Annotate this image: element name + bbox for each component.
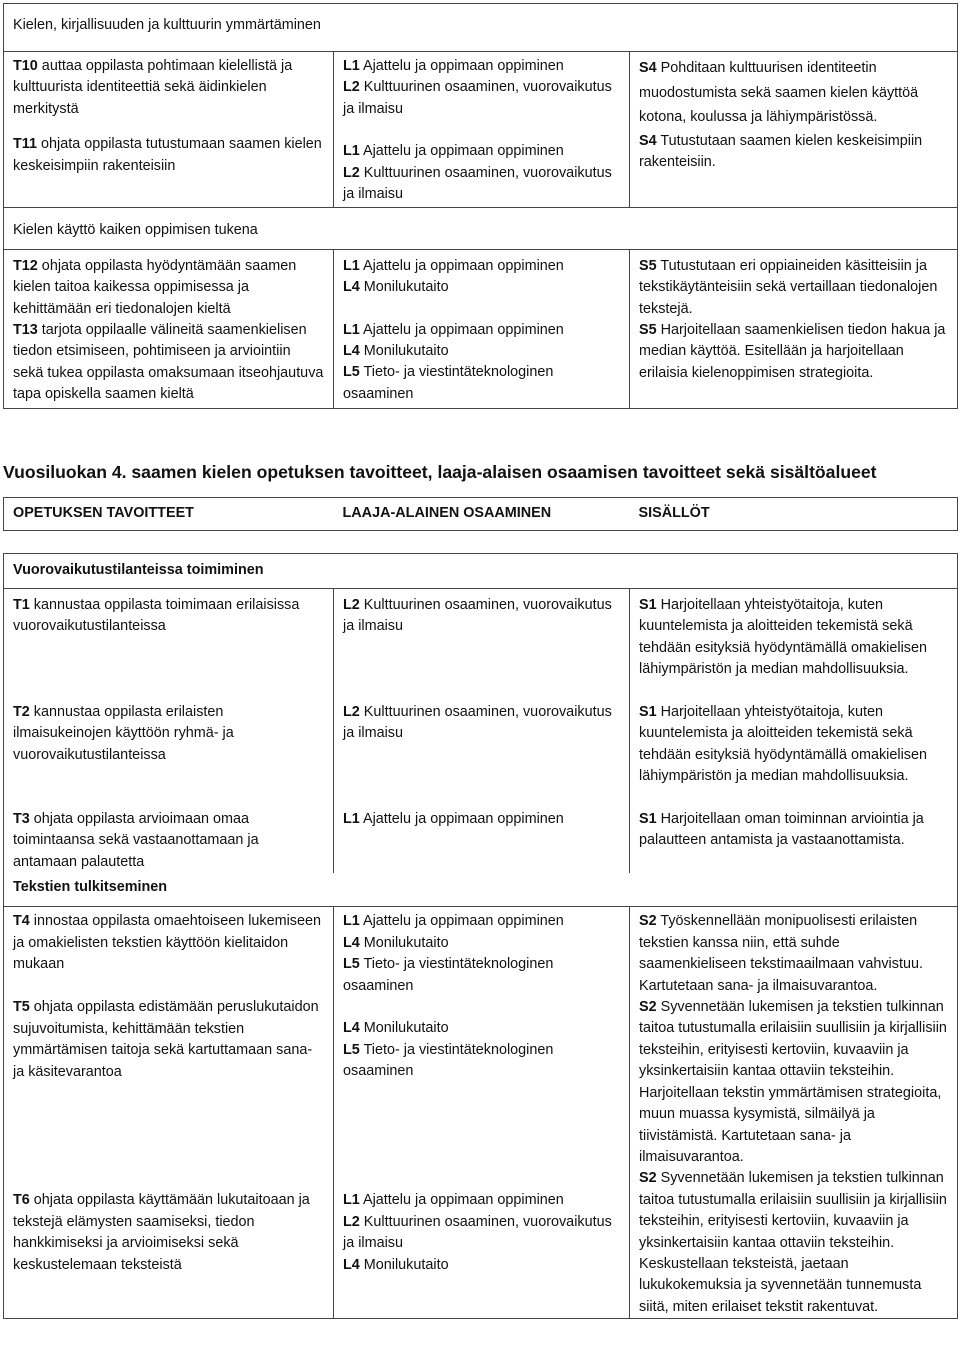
header-row (4, 498, 958, 531)
table-row (4, 588, 958, 873)
competence-item: L1 Ajattelu ja oppimaan oppiminen (343, 257, 564, 274)
section-heading: Kielen, kirjallisuuden ja kulttuurin ymmärtäminen (4, 4, 958, 52)
section-heading: Tekstien tulkitseminen (4, 873, 958, 907)
competence-item: L1 Ajattelu ja oppimaan oppiminen (343, 1192, 564, 1209)
competence-group (343, 702, 620, 809)
content-S5: S5 Harjoitellaan saamenkielisen tiedon hakua ja median käyttöä. Esitellään ja harjoitellaan erilaisia kielenoppimisen strategioita. (639, 322, 946, 381)
content-S2: S2 Syvennetään lukemisen ja tekstien tulkinnan taitoa tutustumalla erilaisiin suullisiin ja kirjallisiin teksteihin, erityisesti kertoviin, kuvaaviin ja yksinkertaisiin kantaa ottaviin teksteihin. Harjoitellaan tekstin ymmärtämisen strategioita, muun muassa kysymistä, silmäilyä ja tiivistämistä. Kartutetaan sana- ja ilmaisuvarantoa. (639, 999, 947, 1165)
goal-T1: T1 kannustaa oppilasta toimimaan erilaisissa vuorovaikutustilanteissa (13, 596, 300, 635)
competence-group (343, 595, 620, 702)
goal-T10: T10 auttaa oppilasta pohtimaan kielellistä ja kulttuurista identiteettiä sekä äidinkielen merkitystä (13, 58, 293, 117)
competence-cell (334, 588, 630, 873)
spacer-row (4, 531, 958, 554)
content-S4: S4 Tutustutaan saamen kielen keskeisimpiin rakenteisiin. (639, 132, 923, 170)
section-heading: Kielen käyttö kaiken oppimisen tukena (4, 208, 958, 249)
content-S2: S2 Työskennellään monipuolisesti erilaisten tekstien kanssa niin, että suhde saamenkieliseen tekstimaailmaan vahvistuu. Kartutetaan sana- ja ilmaisuvarantoa. (639, 913, 923, 994)
content-S4: S4 Pohditaan kulttuurisen identiteetin muodostumista sekä saamen kielen käyttöä kotona, koulussa ja lähiympäristössä. (639, 60, 919, 125)
competence-group (343, 256, 620, 299)
section-heading: Vuorovaikutustilanteissa toimiminen (4, 554, 958, 588)
competence-item: L2 Kulttuurinen osaaminen, vuorovaikutus ja ilmaisu (343, 1213, 612, 1252)
competence-item: L2 Kulttuurinen osaaminen, vuorovaikutus ja ilmaisu (343, 703, 612, 742)
content-cell (630, 907, 958, 1319)
header-contents: SISÄLLÖT (630, 498, 958, 531)
table-row (4, 249, 958, 408)
competence-group (343, 1190, 620, 1276)
competence-item: L2 Kulttuurinen osaaminen, vuorovaikutus ja ilmaisu (343, 79, 612, 117)
content-cell (630, 52, 958, 208)
competence-item: L4 Monilukutaito (343, 279, 449, 296)
content-S1: S1 Harjoitellaan oman toiminnan arviointia ja palautteen antamista ja vastaanottamista. (639, 810, 924, 849)
competence-item: L5 Tieto- ja viestintäteknologinen osaaminen (343, 1041, 554, 1080)
competence-item: L4 Monilukutaito (343, 343, 449, 360)
content-cell (630, 588, 958, 873)
competence-group (343, 1018, 620, 1190)
goal-T4: T4 innostaa oppilasta omaehtoiseen lukemiseen ja omakielisten tekstien käyttöön kielitaidon mukaan (13, 913, 321, 973)
grade-heading: Vuosiluokan 4. saamen kielen opetuksen tavoitteet, laaja-alaisen osaamisen tavoitteet sekä sisältöalueet (3, 462, 877, 482)
competence-item: L5 Tieto- ja viestintäteknologinen osaaminen (343, 364, 554, 402)
goal-T12: T12 ohjata oppilasta hyödyntämään saamen kielen taitoa kaikessa oppimisessa ja kehittämään eri tiedonalojen kieltä (13, 257, 297, 317)
section-row (4, 873, 958, 907)
goal-T2: T2 kannustaa oppilasta erilaisten ilmaisukeinojen käyttöön ryhmä- ja vuorovaikutustilanteissa (13, 703, 234, 763)
competence-group (343, 809, 620, 830)
content-S2: S2 Syvennetään lukemisen ja tekstien tulkinnan taitoa tutustumalla erilaisiin suullisiin ja kirjallisiin teksteihin, erityisesti kertoviin, kuvaaviin ja yksinkertaisiin kantaa ottaviin teksteihin. Keskustellaan teksteistä, jaetaan lukukokemuksia ja syvennetään tunnemusta siitä, miten erilaiset tekstit rakentuvat. (639, 1170, 947, 1315)
goal-cell (4, 907, 334, 1319)
competence-item: L2 Kulttuurinen osaaminen, vuorovaikutus ja ilmaisu (343, 596, 612, 635)
content-S1: S1 Harjoitellaan yhteistyötaitoja, kuten kuuntelemista ja aloitteiden tekemistä sekä tehdään esityksiä hyödyntämällä omakielisen lähiympäristön ja median mahdollisuuksia. (639, 596, 927, 678)
section-row (4, 554, 958, 588)
curriculum-table-grade-4 (3, 497, 958, 1319)
header-goals: OPETUKSEN TAVOITTEET (4, 498, 334, 531)
competence-item: L1 Ajattelu ja oppimaan oppiminen (343, 810, 564, 827)
goal-cell (4, 588, 334, 873)
content-cell (630, 249, 958, 408)
section-row (4, 208, 958, 249)
curriculum-table-continued (3, 3, 958, 409)
competence-item: L4 Monilukutaito (343, 934, 449, 951)
table-row (4, 907, 958, 1319)
table-row (4, 52, 958, 208)
competence-item: L1 Ajattelu ja oppimaan oppiminen (343, 321, 564, 338)
content-S5: S5 Tutustutaan eri oppiaineiden käsitteisiin ja tekstikäytänteisiin sekä vertaillaan tiedonalojen tekstejä. (639, 257, 938, 317)
content-S1: S1 Harjoitellaan yhteistyötaitoja, kuten kuuntelemista ja aloitteiden tekemistä sekä tehdään esityksiä hyödyntämällä omakielisen lähiympäristön ja median mahdollisuuksia. (639, 703, 927, 785)
competence-item: L1 Ajattelu ja oppimaan oppiminen (343, 143, 564, 160)
competence-cell (334, 907, 630, 1319)
competence-group (343, 56, 620, 120)
goal-T13: T13 tarjota oppilaalle välineitä saamenkielisen tiedon etsimiseen, pohtimiseen ja arviointiin sekä tukea oppilasta omaksumaan itseohjautuva tapa opiskella saamen kieltä (13, 322, 324, 403)
competence-group (343, 320, 620, 406)
goal-T3: T3 ohjata oppilasta arvioimaan omaa toimintaansa sekä vastaanottamaan ja antamaan palautetta (13, 810, 259, 870)
competence-item: L1 Ajattelu ja oppimaan oppiminen (343, 58, 564, 74)
competence-group (343, 911, 620, 1018)
goal-cell (4, 249, 334, 408)
competence-item: L4 Monilukutaito (343, 1020, 449, 1037)
goal-T6: T6 ohjata oppilasta käyttämään lukutaitoaan ja tekstejä elämysten saamiseksi, tiedon hankkimiseksi ja arvioimiseksi sekä keskustelemaan teksteistä (13, 1192, 310, 1273)
header-competence: LAAJA-ALAINEN OSAAMINEN (334, 498, 630, 531)
section-row (4, 4, 958, 52)
competence-item: L1 Ajattelu ja oppimaan oppiminen (343, 913, 564, 930)
competence-item: L5 Tieto- ja viestintäteknologinen osaaminen (343, 956, 554, 994)
goal-T11: T11 ohjata oppilasta tutustumaan saamen kielen keskeisimpiin rakenteisiin (13, 136, 322, 174)
competence-cell (334, 249, 630, 408)
competence-item: L4 Monilukutaito (343, 1256, 449, 1273)
goal-T5: T5 ohjata oppilasta edistämään peruslukutaidon sujuvoitumista, kehittämään tekstien ymmärtämisen taitoja sekä kartuttamaan sana- ja käsitevarantoa (13, 999, 319, 1080)
competence-cell (334, 52, 630, 208)
competence-item: L2 Kulttuurinen osaaminen, vuorovaikutus ja ilmaisu (343, 164, 612, 203)
goal-cell (4, 52, 334, 208)
competence-group (343, 141, 620, 205)
